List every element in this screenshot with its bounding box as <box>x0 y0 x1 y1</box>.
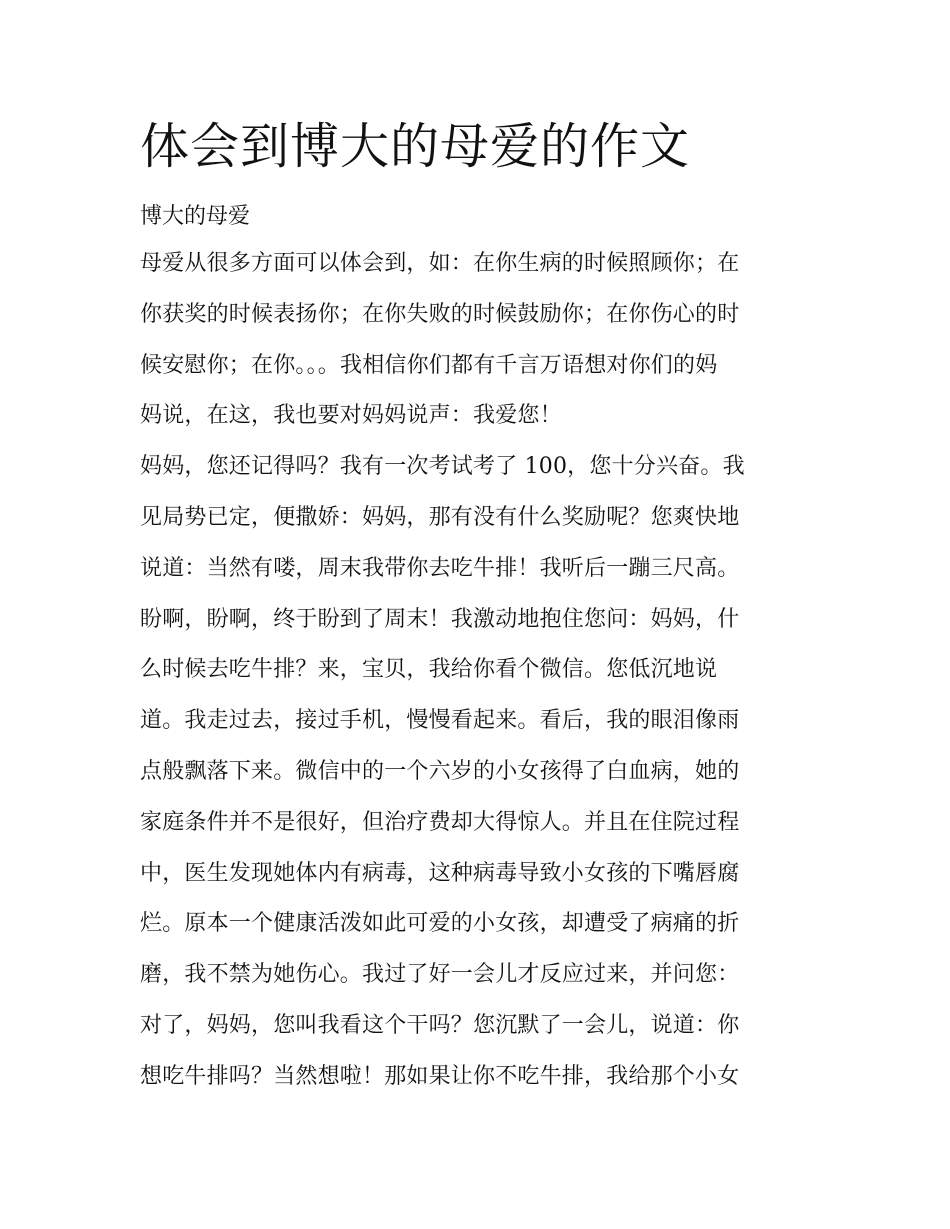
text-line: 磨，我不禁为她伤心。我过了好一会儿才反应过来，并问您： <box>140 962 740 988</box>
text-line: 烂。原本一个健康活泼如此可爱的小女孩，却遭受了病痛的折 <box>140 911 740 937</box>
essay-subtitle: 博大的母爱 <box>140 204 251 229</box>
text-line: 候安慰你；在你。。。我相信你们都有千言万语想对你们的妈 <box>140 352 718 378</box>
text-line: 中，医生发现她体内有病毒，这种病毒导致小女孩的下嘴唇腐 <box>140 860 740 886</box>
text-line: 母爱从很多方面可以体会到，如：在你生病的时候照顾你；在 <box>140 251 740 276</box>
paragraph-2 <box>140 442 812 1102</box>
text-line: 妈妈，您还记得吗？我有一次考试考了 100，您十分兴奋。我 <box>140 454 745 480</box>
text-line: 对了，妈妈，您叫我看这个干吗？您沉默了一会儿，说道：你 <box>140 1012 740 1038</box>
text-line: 想吃牛排吗？当然想啦！那如果让你不吃牛排，我给那个小女 <box>140 1063 740 1089</box>
text-line: 见局势已定，便撒娇：妈妈，那有没有什么奖励呢？您爽快地 <box>140 504 740 530</box>
text-line: 么时候去吃牛排？来，宝贝，我给你看个微信。您低沉地说 <box>140 657 718 683</box>
essay-title: 体会到博大的母爱的作文 <box>140 118 691 175</box>
text-line: 你获奖的时候表扬你；在你失败的时候鼓励你；在你伤心的时 <box>140 301 740 327</box>
text-line: 说道：当然有喽，周末我带你去吃牛排！我听后一蹦三尺高。 <box>140 555 740 581</box>
document-content <box>140 112 812 1103</box>
paragraph-1 <box>140 239 812 442</box>
text-line: 妈说，在这，我也要对妈妈说声：我爱您！ <box>140 403 562 429</box>
text-line: 家庭条件并不是很好，但治疗费却大得惊人。并且在住院过程 <box>140 809 740 835</box>
text-line: 道。我走过去，接过手机，慢慢看起来。看后，我的眼泪像雨 <box>140 708 740 734</box>
text-line: 点般飘落下来。微信中的一个六岁的小女孩得了白血病，她的 <box>140 758 740 784</box>
text-line: 盼啊，盼啊，终于盼到了周末！我激动地抱住您问：妈妈，什 <box>140 606 740 632</box>
